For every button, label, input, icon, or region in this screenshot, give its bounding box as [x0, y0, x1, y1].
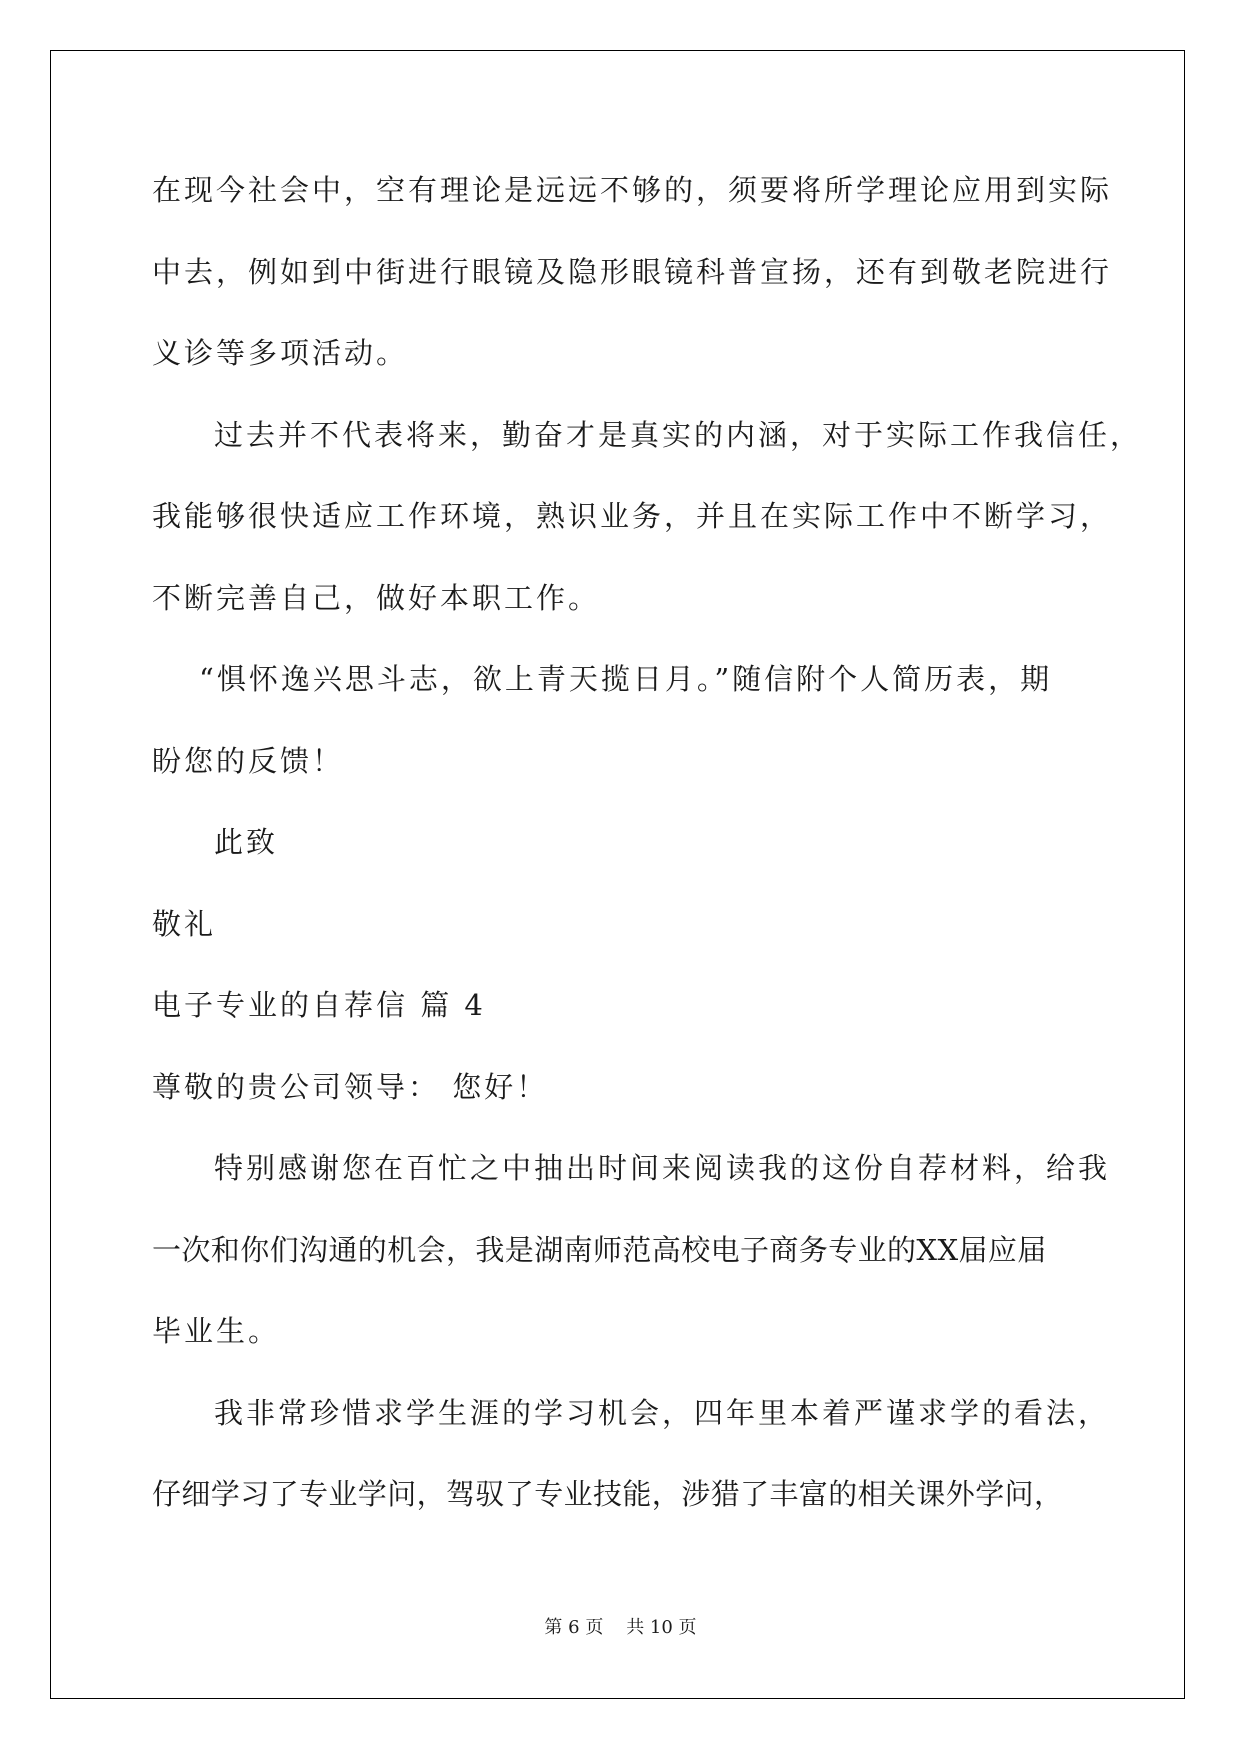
closing-regards: 敬礼 — [152, 906, 217, 941]
greeting-line: 尊敬的贵公司领导： 您好！ — [152, 1069, 549, 1104]
paragraph-start-line: 我非常珍惜求学生涯的学习机会，四年里本着严谨求学的看法， — [214, 1395, 1111, 1430]
paragraph-start-line: 过去并不代表将来，勤奋才是真实的内涵，对于实际工作我信任， — [214, 417, 1143, 452]
paragraph-start-line: 特别感谢您在百忙之中抽出时间来阅读我的这份自荐材料，给我 — [214, 1151, 1111, 1185]
text-line: 在现今社会中，空有理论是远远不够的，须要将所学理论应用到实际 — [152, 173, 1113, 207]
text-line: 义诊等多项活动。 — [152, 336, 409, 370]
paragraph-start-line: “惧怀逸兴思斗志，欲上青天揽日月。”随信附个人简历表，期 — [199, 662, 1053, 696]
text-line: 一次和你们沟通的机会，我是湖南师范高校电子商务专业的XX届应届 — [152, 1232, 1047, 1267]
text-line: 不断完善自己，做好本职工作。 — [152, 580, 601, 615]
page-footer — [0, 1616, 1241, 1640]
text-line: 毕业生。 — [152, 1314, 281, 1348]
section-heading: 电子专业的自荐信 篇 4 — [152, 988, 486, 1022]
document-body — [152, 160, 1143, 1546]
page-number-label: 第 6 页 共 10 页 — [544, 1617, 697, 1638]
text-line: 仔细学习了专业学问，驾驭了专业技能，涉猎了丰富的相关课外学问， — [152, 1477, 1064, 1511]
text-line: 盼您的反馈！ — [152, 743, 345, 778]
text-line: 我能够很快适应工作环境，熟识业务，并且在实际工作中不断学习， — [152, 499, 1113, 533]
text-line: 中去，例如到中街进行眼镜及隐形眼镜科普宣扬，还有到敬老院进行 — [152, 254, 1113, 289]
closing-salutation: 此致 — [214, 825, 279, 859]
